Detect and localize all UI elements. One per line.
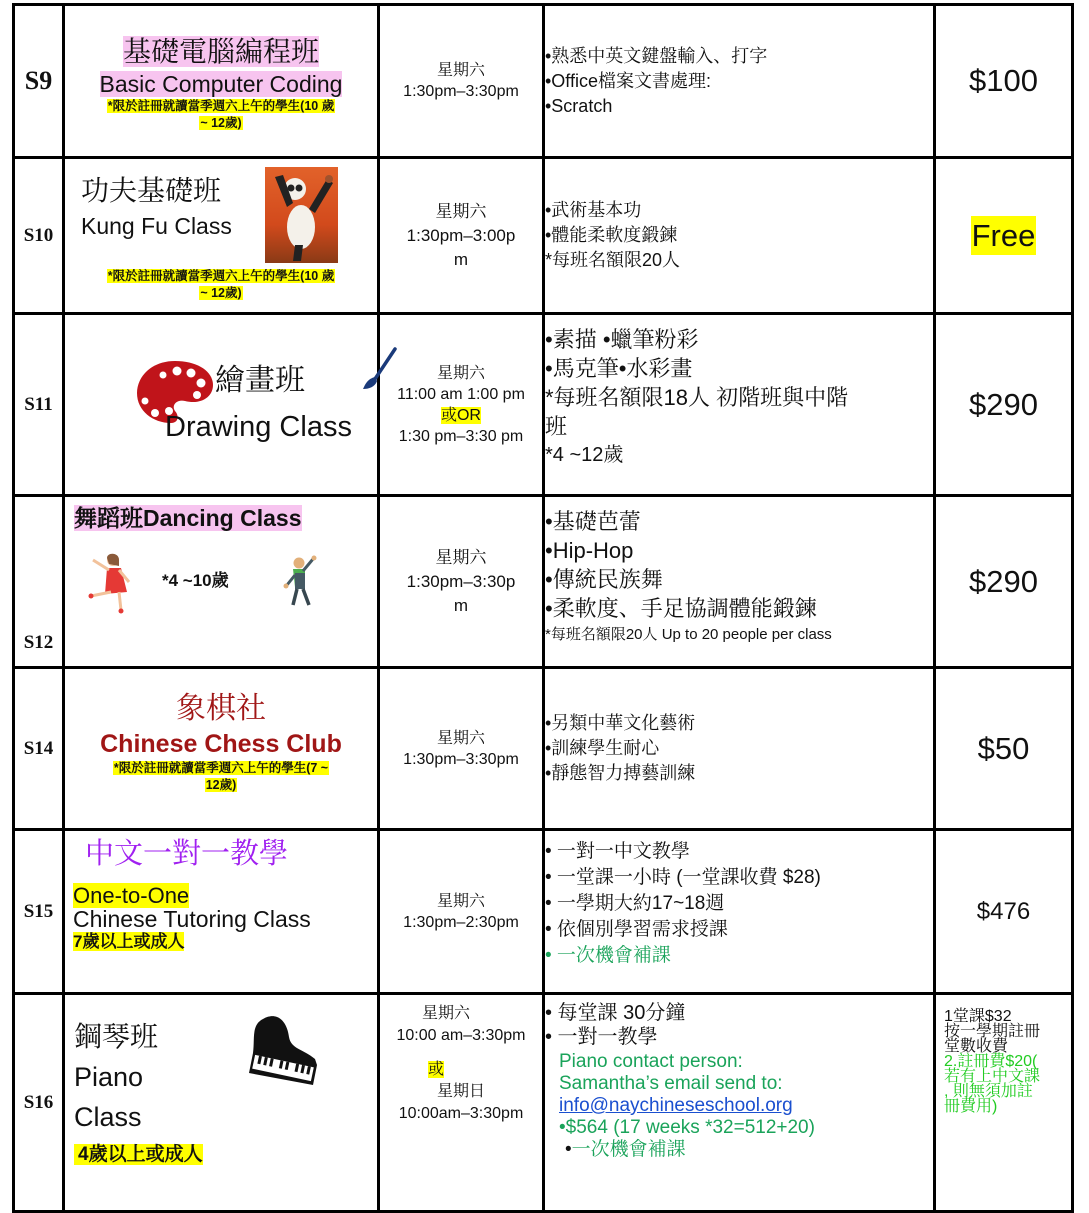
class-name-cell [64, 496, 379, 668]
eligibility-note-age: ~ 12歲) [200, 285, 242, 300]
class-code: S12 [14, 496, 64, 668]
day-label: 星期六 [436, 62, 485, 79]
description-item: *每班名額限18人 初階班與中階 [545, 385, 849, 410]
class-description [544, 496, 935, 668]
price-note: 按一學期註冊 [944, 1023, 1041, 1040]
class-name-en: Basic Computer Coding [99, 71, 343, 97]
class-price-cell [935, 158, 1073, 314]
class-name-cell [64, 830, 379, 994]
day-label: 星期六 [421, 1005, 470, 1022]
class-name-cell [64, 314, 379, 496]
class-name-cell [64, 5, 379, 158]
or-label: 或 [427, 1061, 444, 1078]
description-item: *每班名額限20人 [545, 250, 681, 270]
description-item: 班 [545, 414, 568, 439]
table-row-s11 [14, 314, 1073, 496]
time-range: 10:00am–3:30pm [398, 1105, 524, 1122]
class-code: S15 [14, 830, 64, 994]
description-item: •體能柔軟度鍛鍊 [545, 225, 678, 245]
eligibility-note-age: ~ 12歲) [200, 116, 242, 130]
makeup-class-note: 一次機會補課 [571, 1139, 686, 1160]
class-name-zh: 基礎電腦編程班 [122, 36, 319, 67]
description-item: •Scratch [545, 95, 613, 116]
class-description [544, 668, 935, 830]
description-item: • 一對一教學 [545, 1026, 658, 1048]
class-name-zh: 中文一對一教學 [85, 838, 289, 870]
grand-piano-icon [247, 1013, 323, 1091]
day-label: 星期六 [435, 547, 487, 567]
class-time [379, 158, 544, 314]
class-time [379, 668, 544, 830]
class-time [379, 5, 544, 158]
makeup-class-note: • 一次機會補課 [545, 945, 671, 966]
class-price: $100 [935, 5, 1073, 158]
class-description: • 每堂課 30分鐘 • 一對一教學 Piano contact person: Samantha’s email send to: info@naychineseschool.org •$564 (17 weeks *32=512+20) •一次機會補課 [544, 994, 935, 1212]
price-note: 堂數收費 [944, 1038, 1009, 1055]
description-item: •柔軟度、手足協調體能鍛鍊 [545, 596, 817, 621]
day-label: 星期六 [436, 729, 485, 747]
registration-fee-note: 若有上中文課 [944, 1068, 1041, 1085]
description-item: • 一學期大約17~18週 [545, 893, 725, 914]
table-row-s9 [14, 5, 1073, 158]
eligibility-note: *限於註冊就讀當季週六上午的學生(10 歲 [107, 99, 335, 113]
class-name-en-line2: Chinese Tutoring Class [73, 906, 311, 932]
day-label: 星期日 [436, 1083, 485, 1100]
description-item: •素描 •蠟筆粉彩 [545, 327, 699, 352]
age-range: *4 ~10歲 [162, 571, 229, 590]
class-name-en-line1: One-to-One [73, 883, 190, 908]
class-code: S14 [14, 668, 64, 830]
class-code: S11 [14, 314, 64, 496]
class-description [544, 158, 935, 314]
class-name-en: Kung Fu Class [81, 212, 232, 239]
class-name-cell [64, 994, 379, 1212]
class-time [379, 314, 544, 496]
class-name-en: Chinese Chess Club [100, 729, 342, 758]
contact-email-label: Samantha’s email send to: [559, 1073, 783, 1094]
class-name-zh: 象棋社 [176, 691, 266, 725]
woman-dancing-icon [87, 552, 133, 614]
class-name-en: Drawing Class [165, 410, 352, 443]
class-price: $50 [935, 668, 1073, 830]
class-name-cell [64, 158, 379, 314]
time-range: 1:30pm–2:30pm [403, 913, 519, 931]
class-price: Free [971, 217, 1036, 253]
table-row-s10 [14, 158, 1073, 314]
age-range: 7歲以上或成人 [73, 932, 185, 951]
contact-person-label: Piano contact person: [559, 1051, 743, 1072]
description-item: •另類中華文化藝術 [545, 713, 696, 733]
table-row-s14 [14, 668, 1073, 830]
description-item: •傳統民族舞 [545, 567, 663, 592]
description-item: •Office檔案文書處理: [545, 70, 711, 91]
registration-fee-note: 冊費用) [944, 1098, 998, 1115]
description-item: •基礎芭蕾 [545, 509, 641, 534]
eligibility-note-age: 12歲) [205, 777, 237, 792]
description-item: •訓練學生耐心 [545, 738, 660, 758]
time-range: 1:30pm–3:00p [406, 225, 516, 245]
class-description [544, 5, 935, 158]
description-item: •武術基本功 [545, 200, 642, 220]
man-dancing-icon [283, 555, 319, 609]
class-time [379, 994, 544, 1212]
time-range: 1:30pm–3:30p [406, 571, 516, 591]
description-item: • 依個別學習需求授課 [545, 919, 728, 940]
or-label: 或OR [440, 406, 481, 424]
eligibility-note: *限於註冊就讀當季週六上午的學生(10 歲 [107, 268, 335, 283]
class-name-zh: 功夫基礎班 [81, 174, 222, 206]
table-row-s16 [14, 994, 1073, 1212]
day-label: 星期六 [436, 364, 485, 382]
class-name-en-line2: Class [74, 1102, 142, 1132]
time-range: 1:30pm–3:30pm [403, 83, 519, 100]
time-range: 1:30pm–3:30pm [403, 750, 519, 768]
class-name: 舞蹈班Dancing Class [74, 505, 302, 531]
time-range-wrap: m [453, 595, 469, 615]
class-price: $290 [935, 496, 1073, 668]
description-item: • 一對一中文教學 [545, 841, 690, 862]
class-name-zh: 鋼琴班 [74, 1021, 159, 1052]
class-schedule-table [12, 3, 1074, 1213]
class-price-cell [935, 994, 1073, 1212]
class-time [379, 830, 544, 994]
age-range: 4歲以上或成人 [74, 1144, 203, 1165]
class-code: S9 [14, 5, 64, 158]
registration-fee-note: , 則無須加註 [944, 1083, 1033, 1100]
time-range: 1:30 pm–3:30 pm [398, 427, 524, 445]
day-label: 星期六 [436, 892, 485, 910]
table-row-s15 [14, 830, 1073, 994]
kung-fu-panda-image [265, 167, 338, 263]
fee-calculation: •$564 (17 weeks *32=512+20) [559, 1117, 815, 1138]
description-item: •馬克筆•水彩畫 [545, 356, 693, 381]
capacity-note: *每班名額限20人 Up to 20 people per class [545, 626, 832, 643]
time-range: 11:00 am 1:00 pm [397, 385, 525, 403]
table-row-s12 [14, 496, 1073, 668]
price-per-class: 1堂課$32 [944, 1008, 1012, 1025]
class-name-en-line1: Piano [74, 1062, 144, 1092]
class-name-zh: 繪畫班 [215, 363, 305, 397]
description-item: •Hip-Hop [545, 538, 634, 563]
contact-email-link[interactable]: info@naychineseschool.org [559, 1095, 793, 1116]
description-item: •熟悉中英文鍵盤輸入、打字 [545, 45, 768, 66]
description-item: •靜態智力搏藝訓練 [545, 763, 696, 783]
day-label: 星期六 [435, 201, 487, 221]
time-range: 10:00 am–3:30pm [396, 1027, 526, 1044]
description-item: • 一堂課一小時 (一堂課收費 $28) [545, 867, 821, 888]
class-time [379, 496, 544, 668]
eligibility-note: *限於註冊就讀當季週六上午的學生(7 ~ [113, 760, 329, 775]
class-name-cell [64, 668, 379, 830]
class-description [544, 314, 935, 496]
class-code: S10 [14, 158, 64, 314]
class-description [544, 830, 935, 994]
description-item: • 每堂課 30分鐘 [545, 1002, 686, 1024]
class-code: S16 [14, 994, 64, 1212]
time-range-wrap: m [453, 249, 469, 269]
class-price: $476 [935, 830, 1073, 994]
registration-fee-note: 2.註冊費$20( [944, 1053, 1038, 1070]
class-price: $290 [935, 314, 1073, 496]
description-item: *4 ~12歲 [545, 444, 624, 466]
